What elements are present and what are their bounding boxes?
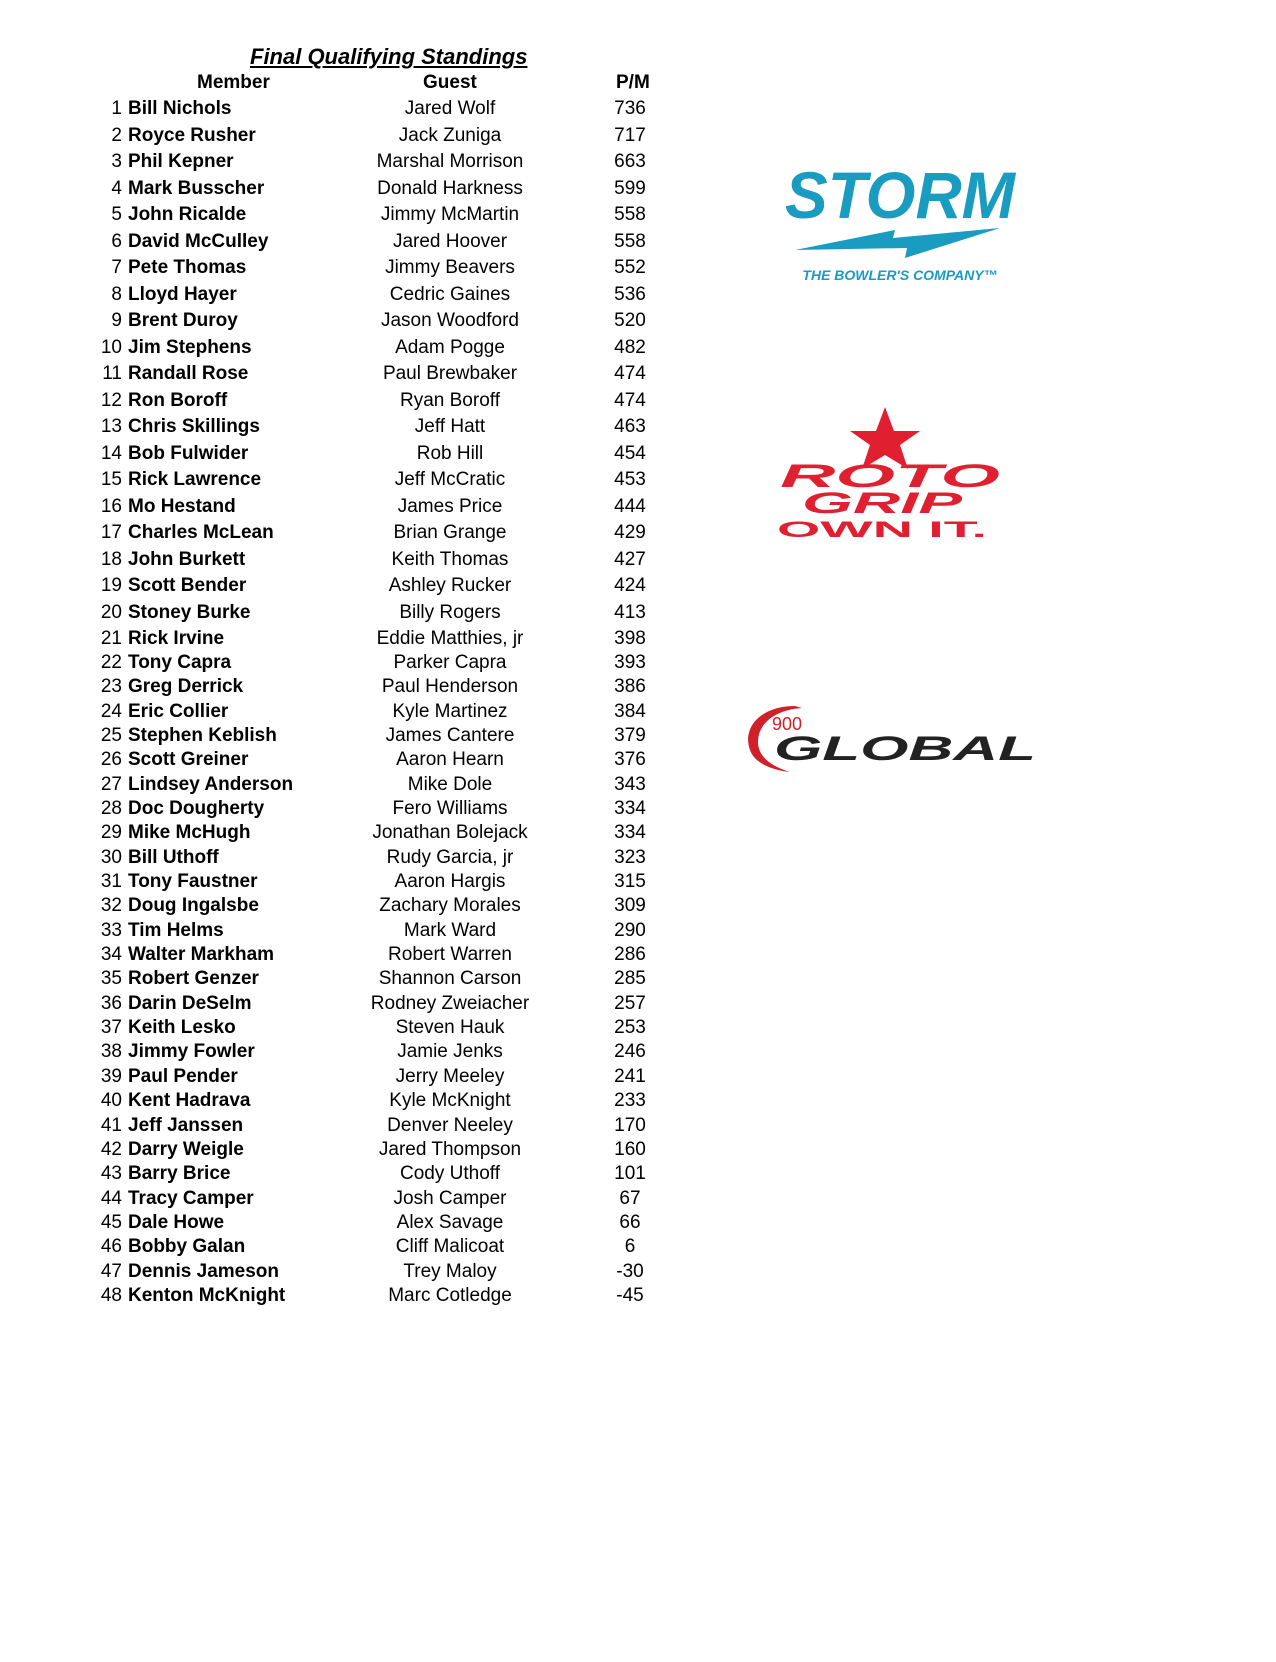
rank-cell: 48 (100, 1284, 122, 1306)
member-header: Member (197, 72, 270, 93)
rank-cell: 14 (100, 442, 122, 464)
member-cell: Walter Markham (128, 944, 275, 966)
rank-cell: 25 (100, 724, 122, 746)
member-cell: Mike McHugh (128, 822, 251, 844)
member-cell: John Burkett (128, 548, 246, 570)
pm-cell: 398 (614, 627, 646, 649)
table-row (0, 416, 700, 440)
guest-cell: Ryan Boroff (400, 389, 500, 411)
table-row (0, 337, 700, 361)
guest-cell: Jerry Meeley (395, 1065, 505, 1087)
member-cell: Tony Capra (128, 651, 232, 673)
table-row (0, 628, 700, 652)
pm-cell: 427 (614, 548, 646, 570)
table-row (0, 363, 700, 387)
rank-cell: 37 (100, 1017, 122, 1039)
pm-cell: 67 (619, 1187, 641, 1209)
table-row (0, 443, 700, 467)
table-row (0, 602, 700, 626)
member-cell: Randall Rose (128, 363, 249, 384)
guest-cell: Aaron Hearn (396, 749, 504, 771)
rank-cell: 47 (100, 1260, 122, 1282)
pm-cell: 413 (614, 601, 646, 623)
table-row (0, 1188, 700, 1212)
member-cell: Royce Rusher (128, 124, 256, 146)
table-row (0, 125, 700, 149)
rank-cell: 13 (100, 416, 122, 437)
pm-cell: 233 (614, 1090, 646, 1112)
rotogrip-roto: ROTO (780, 458, 1001, 494)
pm-cell: 384 (614, 700, 646, 722)
guest-cell: Marshal Morrison (376, 151, 524, 172)
pm-cell: 558 (614, 204, 646, 225)
guest-cell: Kyle McKnight (389, 1090, 511, 1112)
pm-cell: 315 (614, 871, 646, 892)
member-cell: Jim Stephens (128, 336, 252, 358)
member-cell: Mark Busscher (128, 177, 265, 199)
guest-cell: Cedric Gaines (389, 283, 511, 305)
member-cell: Bill Uthoff (128, 846, 219, 868)
pm-cell: 536 (614, 283, 646, 305)
member-cell: Jimmy Fowler (128, 1041, 255, 1063)
table-row (0, 1163, 700, 1187)
table-row (0, 968, 700, 992)
pm-cell: 241 (614, 1065, 646, 1087)
guest-cell: Alex Savage (396, 1211, 504, 1233)
guest-cell: Mike Dole (407, 773, 493, 795)
table-row (0, 920, 700, 944)
rank-cell: 12 (100, 389, 122, 411)
guest-cell: Rodney Zweiacher (370, 992, 530, 1014)
pm-cell: 386 (614, 676, 646, 698)
rotogrip-tagline: OWN IT. (777, 517, 987, 540)
rank-cell: 21 (100, 627, 122, 649)
table-row (0, 257, 700, 281)
guest-cell: Shannon Carson (378, 968, 522, 990)
table-row (0, 725, 700, 749)
table-row (0, 652, 700, 676)
guest-cell: Jared Thompson (378, 1138, 522, 1160)
global-900: 900 (772, 714, 803, 734)
rank-cell: 18 (100, 548, 122, 570)
member-cell: Kent Hadrava (128, 1090, 251, 1112)
rank-cell: 1 (111, 98, 122, 119)
rank-cell: 20 (100, 601, 122, 623)
member-cell: Rick Irvine (128, 627, 225, 649)
guest-cell: Paul Brewbaker (382, 363, 518, 384)
rank-cell: 30 (100, 846, 122, 868)
table-row (0, 310, 700, 334)
page-title: Final Qualifying Standings (250, 44, 528, 69)
table-row (0, 522, 700, 546)
table-row (0, 798, 700, 822)
table-row (0, 676, 700, 700)
member-cell: Bill Nichols (128, 98, 232, 119)
pm-cell: 663 (614, 151, 646, 172)
pm-cell: 246 (614, 1041, 646, 1063)
member-cell: Lindsey Anderson (128, 773, 294, 795)
pm-cell: 309 (614, 895, 646, 917)
rank-cell: 22 (100, 651, 122, 673)
pm-cell: 453 (614, 469, 646, 490)
member-cell: Charles McLean (128, 522, 274, 543)
900-global-logo (740, 700, 1050, 775)
table-row (0, 469, 700, 493)
table-row (0, 1285, 700, 1309)
pm-cell: 6 (624, 1236, 636, 1258)
member-cell: Tony Faustner (128, 871, 258, 892)
pm-cell: 717 (614, 124, 646, 146)
rank-cell: 27 (100, 773, 122, 795)
pm-cell: 393 (614, 651, 646, 673)
member-cell: David McCulley (128, 230, 269, 252)
table-row (0, 1017, 700, 1041)
guest-cell: Cliff Malicoat (395, 1236, 505, 1258)
table-row (0, 847, 700, 871)
pm-cell: 520 (614, 310, 646, 331)
rank-cell: 42 (100, 1138, 122, 1160)
rotogrip-logo (770, 405, 1010, 540)
pm-cell: 463 (614, 416, 646, 437)
member-cell: Barry Brice (128, 1163, 231, 1185)
pm-cell: -45 (616, 1284, 644, 1306)
member-cell: Chris Skillings (128, 416, 260, 437)
rank-cell: 19 (100, 575, 122, 596)
table-row (0, 231, 700, 255)
guest-cell: Jamie Jenks (397, 1041, 503, 1063)
pm-cell: 599 (614, 177, 646, 199)
table-row (0, 284, 700, 308)
member-cell: Jeff Janssen (128, 1114, 244, 1136)
rank-cell: 29 (100, 822, 122, 844)
rank-cell: 28 (100, 797, 122, 819)
rank-cell: 17 (100, 522, 122, 543)
member-cell: Brent Duroy (128, 310, 238, 331)
guest-cell: Ashley Rucker (388, 575, 512, 596)
rank-cell: 8 (111, 283, 122, 305)
pm-cell: 160 (614, 1138, 646, 1160)
rank-cell: 3 (111, 151, 122, 172)
table-row (0, 993, 700, 1017)
member-cell: Stoney Burke (128, 601, 251, 623)
pm-cell: 343 (614, 773, 646, 795)
guest-cell: Jason Woodford (380, 310, 519, 331)
pm-cell: 253 (614, 1017, 646, 1039)
member-cell: Keith Lesko (128, 1017, 236, 1039)
pm-cell: 736 (614, 98, 646, 119)
table-row (0, 1212, 700, 1236)
rank-cell: 15 (100, 469, 122, 490)
guest-cell: Jimmy Beavers (385, 257, 515, 278)
member-cell: John Ricalde (128, 204, 247, 225)
rank-cell: 31 (100, 871, 122, 892)
rank-cell: 7 (111, 257, 122, 278)
member-cell: Bob Fulwider (128, 442, 249, 464)
rank-cell: 40 (100, 1090, 122, 1112)
rank-cell: 4 (111, 177, 122, 199)
table-row (0, 895, 700, 919)
guest-cell: Jonathan Bolejack (372, 822, 528, 844)
rotogrip-grip: GRIP (802, 487, 965, 520)
table-row (0, 749, 700, 773)
pm-cell: 285 (614, 968, 646, 990)
guest-cell: Kyle Martinez (392, 700, 508, 722)
guest-cell: Zachary Morales (379, 895, 521, 917)
rank-cell: 41 (100, 1114, 122, 1136)
rank-cell: 44 (100, 1187, 122, 1209)
guest-cell: Paul Henderson (381, 676, 519, 698)
rank-cell: 33 (100, 919, 122, 941)
rank-cell: 23 (100, 676, 122, 698)
guest-cell: James Cantere (385, 724, 515, 746)
rank-cell: 16 (100, 495, 122, 517)
storm-tagline: THE BOWLER'S COMPANY™ (802, 267, 998, 283)
guest-cell: Marc Cotledge (388, 1284, 512, 1306)
member-cell: Paul Pender (128, 1065, 238, 1087)
rank-cell: 6 (111, 230, 122, 252)
rank-cell: 43 (100, 1163, 122, 1185)
member-cell: Dale Howe (128, 1211, 225, 1233)
guest-cell: Eddie Matthies, jr (376, 627, 524, 649)
member-cell: Scott Greiner (128, 749, 249, 771)
member-cell: Bobby Galan (128, 1236, 246, 1258)
member-cell: Ron Boroff (128, 389, 228, 411)
guest-cell: Jimmy McMartin (380, 204, 520, 225)
table-row (0, 98, 700, 122)
pm-cell: 424 (614, 575, 646, 596)
guest-cell: Rob Hill (416, 442, 484, 464)
guest-cell: Rudy Garcia, jr (386, 846, 514, 868)
member-cell: Stephen Keblish (128, 724, 277, 746)
member-cell: Phil Kepner (128, 151, 234, 172)
guest-cell: Steven Hauk (395, 1017, 505, 1039)
table-row (0, 1261, 700, 1285)
rank-cell: 34 (100, 944, 122, 966)
pm-cell: 474 (614, 363, 646, 384)
guest-cell: Fero Williams (392, 797, 508, 819)
member-cell: Tim Helms (128, 919, 224, 941)
guest-cell: Parker Capra (393, 651, 507, 673)
pm-cell: 474 (614, 389, 646, 411)
pm-cell: 444 (614, 495, 646, 517)
pm-header: P/M (616, 72, 650, 93)
rank-cell: 32 (100, 895, 122, 917)
global-wordmark: GLOBAL (774, 730, 1036, 768)
guest-cell: Mark Ward (403, 919, 497, 941)
member-cell: Tracy Camper (128, 1187, 254, 1209)
member-cell: Doug Ingalsbe (128, 895, 259, 917)
table-row (0, 1115, 700, 1139)
rank-cell: 5 (111, 204, 122, 225)
guest-cell: Jeff Hatt (414, 416, 486, 437)
rank-cell: 26 (100, 749, 122, 771)
rank-cell: 39 (100, 1065, 122, 1087)
guest-cell: Aaron Hargis (394, 871, 506, 892)
table-row (0, 496, 700, 520)
table-row (0, 1139, 700, 1163)
pm-cell: 552 (614, 257, 646, 278)
pm-cell: 323 (614, 846, 646, 868)
member-cell: Eric Collier (128, 700, 229, 722)
rank-cell: 46 (100, 1236, 122, 1258)
table-row (0, 549, 700, 573)
rank-cell: 38 (100, 1041, 122, 1063)
guest-cell: Jared Wolf (404, 98, 496, 119)
table-row (0, 575, 700, 599)
rank-cell: 2 (111, 124, 122, 146)
pm-cell: 290 (614, 919, 646, 941)
table-row (0, 204, 700, 228)
table-row (0, 1090, 700, 1114)
guest-cell: Billy Rogers (399, 601, 501, 623)
guest-cell: Josh Camper (393, 1187, 507, 1209)
guest-cell: Keith Thomas (391, 548, 509, 570)
member-cell: Robert Genzer (128, 968, 259, 990)
table-row (0, 1041, 700, 1065)
pm-cell: -30 (616, 1260, 644, 1282)
member-cell: Kenton McKnight (128, 1284, 286, 1306)
pm-cell: 257 (614, 992, 646, 1014)
table-row (0, 701, 700, 725)
pm-cell: 454 (614, 442, 646, 464)
guest-cell: Robert Warren (388, 944, 512, 966)
table-row (0, 178, 700, 202)
storm-wordmark: STORM (785, 160, 1017, 232)
table-row (0, 1236, 700, 1260)
lightning-bolt-icon (795, 228, 1000, 258)
guest-cell: Jack Zuniga (398, 124, 502, 146)
pm-cell: 376 (614, 749, 646, 771)
pm-cell: 334 (614, 822, 646, 844)
member-cell: Mo Hestand (128, 495, 236, 517)
rank-cell: 35 (100, 968, 122, 990)
guest-cell: Jared Hoover (392, 230, 508, 252)
pm-cell: 170 (614, 1114, 646, 1136)
member-cell: Scott Bender (128, 575, 247, 596)
member-cell: Darry Weigle (128, 1138, 244, 1160)
guest-cell: Adam Pogge (395, 336, 505, 358)
storm-logo (775, 160, 1025, 285)
rank-cell: 11 (102, 363, 122, 384)
member-cell: Greg Derrick (128, 676, 244, 698)
rank-cell: 24 (100, 700, 122, 722)
pm-cell: 66 (619, 1211, 641, 1233)
table-row (0, 822, 700, 846)
guest-cell: James Price (397, 495, 503, 517)
table-row (0, 151, 700, 175)
guest-cell: Denver Neeley (387, 1114, 513, 1136)
member-cell: Lloyd Hayer (128, 283, 237, 305)
table-row (0, 390, 700, 414)
guest-cell: Cody Uthoff (400, 1163, 500, 1185)
pm-cell: 482 (614, 336, 646, 358)
rank-cell: 9 (111, 310, 122, 331)
rank-cell: 45 (100, 1211, 122, 1233)
rank-cell: 36 (100, 992, 122, 1014)
pm-cell: 101 (614, 1163, 646, 1185)
guest-header: Guest (423, 72, 477, 93)
member-cell: Darin DeSelm (128, 992, 252, 1014)
guest-cell: Trey Maloy (403, 1260, 497, 1282)
table-row (0, 1066, 700, 1090)
rank-cell: 10 (100, 336, 122, 358)
guest-cell: Donald Harkness (377, 177, 523, 199)
pm-cell: 334 (614, 797, 646, 819)
pm-cell: 379 (614, 724, 646, 746)
pm-cell: 286 (614, 944, 646, 966)
member-cell: Rick Lawrence (128, 469, 262, 490)
pm-cell: 558 (614, 230, 646, 252)
member-cell: Pete Thomas (128, 257, 247, 278)
member-cell: Doc Dougherty (128, 797, 265, 819)
table-row (0, 871, 700, 895)
table-row (0, 944, 700, 968)
table-row (0, 774, 700, 798)
member-cell: Dennis Jameson (128, 1260, 279, 1282)
pm-cell: 429 (614, 522, 646, 543)
guest-cell: Jeff McCratic (394, 469, 506, 490)
guest-cell: Brian Grange (393, 522, 507, 543)
